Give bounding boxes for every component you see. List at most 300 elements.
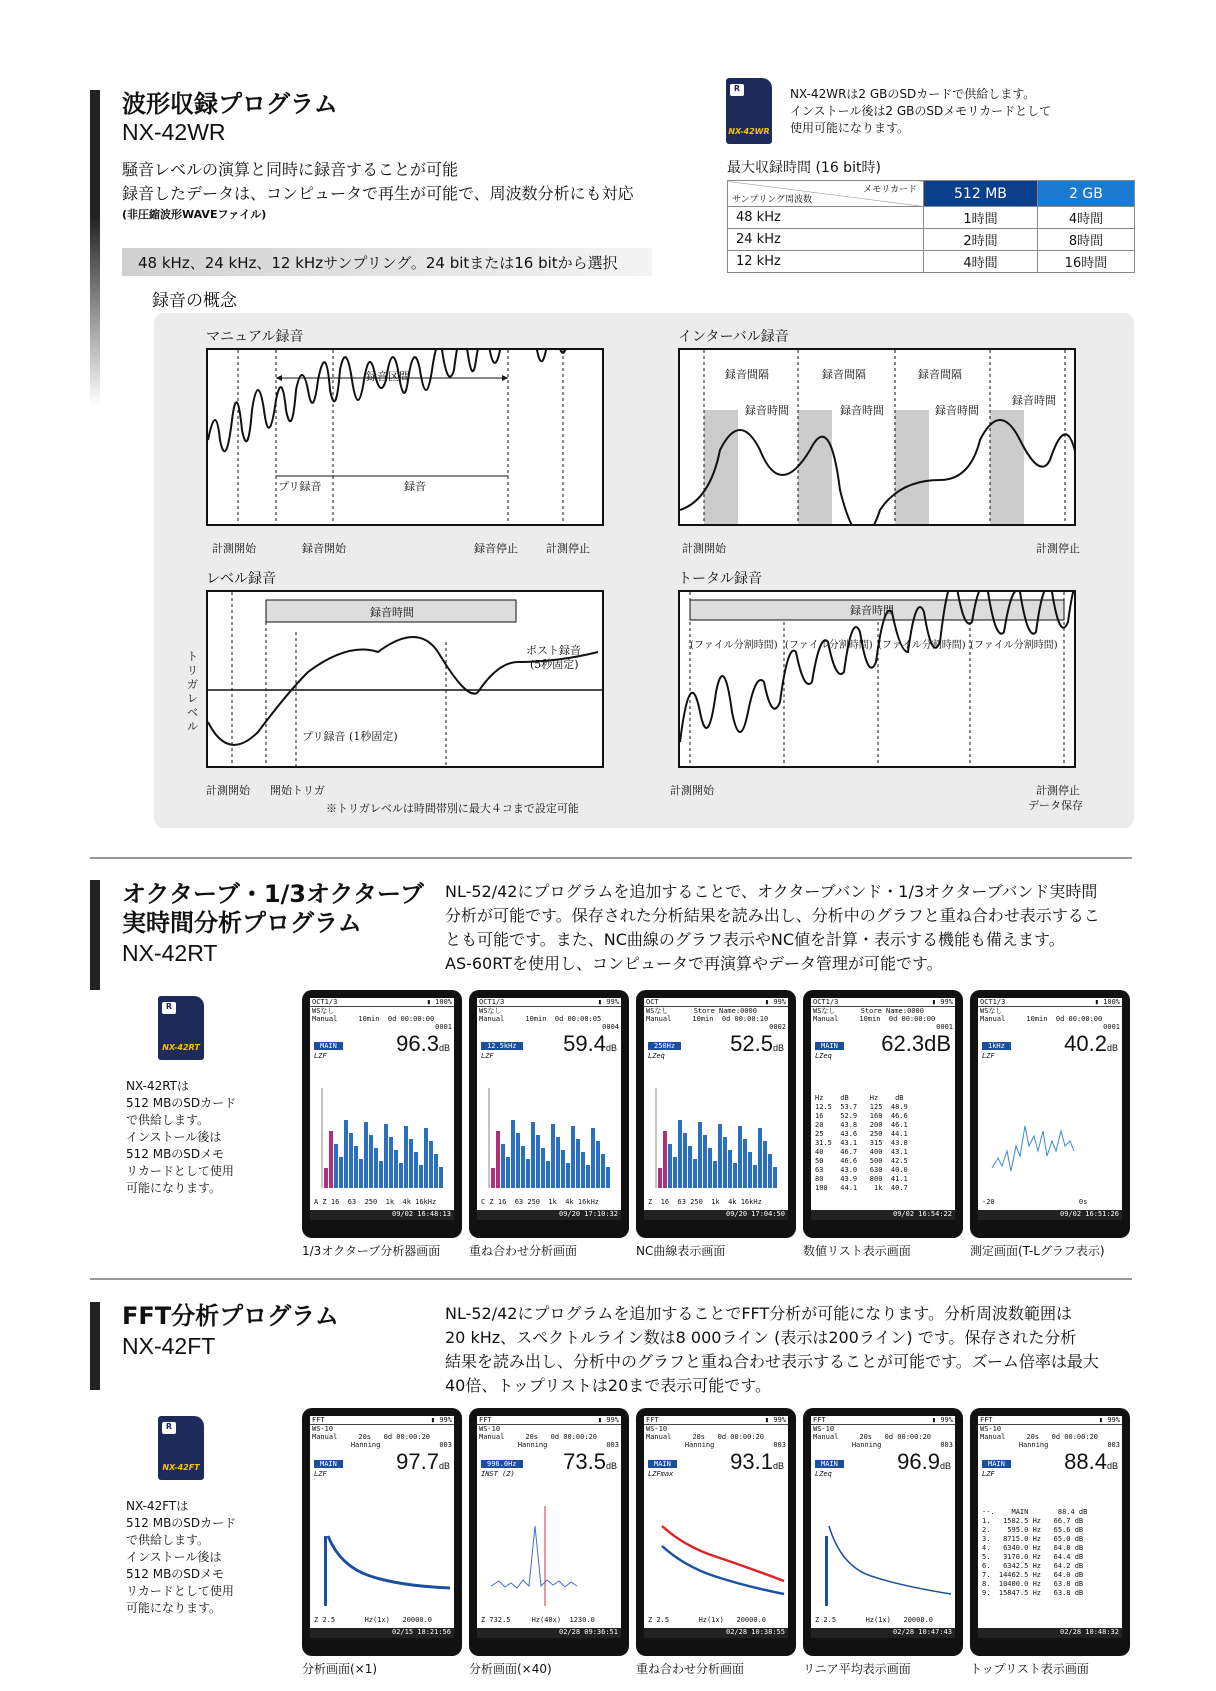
spec-band-text: 48 kHz、24 kHz、12 kHzサンプリング。24 bitまたは16 bitから選択: [138, 254, 618, 272]
level-time-label: 録音時間: [370, 606, 414, 619]
screen-axis: Z 732.5 Hz(40x) 1230.0: [481, 1616, 595, 1624]
total-title: トータル録音: [678, 571, 762, 587]
level-marker: 開始トリガ: [270, 784, 325, 797]
section-title: オクターブ・1/3オクターブ: [122, 880, 424, 908]
spectrum-bar: [606, 1167, 610, 1188]
screen-weighting: LZF: [982, 1052, 995, 1060]
spectrum-bar: [399, 1163, 403, 1188]
top-list-row: 9. 15847.5 Hz 63.8 dB: [982, 1589, 1084, 1597]
screen-timestamp: 02/28 10:47:43: [811, 1628, 955, 1638]
desc-line: AS-60RTを使用し、コンピュータで再演算やデータ管理が可能です。: [445, 954, 943, 973]
spectrum-bar: [339, 1157, 343, 1188]
section-desc: [445, 880, 1135, 976]
spectrum-bar: [658, 1168, 662, 1188]
device-screen: [469, 1408, 629, 1656]
spectrum-bar: [439, 1167, 443, 1188]
screen-line: WS-10: [646, 1425, 668, 1433]
device-screen: [636, 990, 796, 1238]
section-desc: [122, 158, 634, 223]
screen-display: [978, 1416, 1122, 1638]
spectrum-bar: [521, 1146, 525, 1188]
manual-marker: 録音開始: [302, 542, 346, 555]
screen-line: 0004: [602, 1023, 619, 1031]
spectrum-bar: [541, 1148, 545, 1188]
screen-value: 96.9dB: [897, 1449, 951, 1474]
screen-line: Manual 20s 0d 00:00:20: [312, 1433, 431, 1441]
screen-timestamp: 09/20 17:10:32: [477, 1210, 621, 1220]
table-corner: メモリカード サンプリング周波数: [728, 181, 924, 207]
screen-timestamp: 02/28 09:36:51: [477, 1628, 621, 1638]
manual-marker: 計測停止: [546, 542, 590, 555]
interval-marker: 計測開始: [682, 542, 726, 555]
concept-title: 録音の概念: [152, 291, 237, 311]
level-note: ※トリガレベルは時間帯別に最大４コまで設定可能: [326, 802, 579, 815]
interval-title: インターバル録音: [678, 329, 789, 345]
manual-marker: 録音停止: [474, 542, 518, 555]
screen-line: WSなし: [980, 1007, 1003, 1015]
battery-icon: ▮ 100%: [1094, 998, 1120, 1006]
screen-line: Hanning 003: [350, 1441, 452, 1449]
screen-line: Manual 10min 0d 00:00:00: [312, 1015, 435, 1023]
screen-weighting: LZF: [314, 1052, 327, 1060]
spectrum-bar: [511, 1120, 515, 1188]
list-row: 50 46.6 500 42.5: [815, 1157, 908, 1165]
spectrum-bar: [354, 1146, 358, 1188]
spectrum-bar: [501, 1144, 505, 1188]
list-row: 100 44.1 1k 40.7: [815, 1184, 908, 1192]
section-model: NX-42WR: [122, 119, 226, 145]
screen-value: 52.5dB: [730, 1031, 784, 1056]
level-post-label: ポスト録音: [526, 644, 581, 657]
spectrum-bar: [536, 1135, 540, 1188]
screen-weighting: LZF: [982, 1470, 995, 1478]
list-row: 63 43.0 630 40.0: [815, 1166, 908, 1174]
spectrum-bar: [516, 1133, 520, 1188]
spectrum-bar: [758, 1128, 762, 1188]
device-screen: [469, 990, 629, 1238]
level-pre-label: プリ録音 (1秒固定): [302, 730, 398, 743]
screen-timestamp: 09/20 17:04:50: [644, 1210, 788, 1220]
device-screen: [803, 1408, 963, 1656]
screen-value: 88.4dB: [1064, 1449, 1118, 1474]
interval-marker: 計測停止: [1036, 542, 1080, 555]
screen-display: [477, 1416, 621, 1638]
spectrum-bar: [379, 1161, 383, 1188]
screen-timestamp: 02/28 10:38:55: [644, 1628, 788, 1638]
table-title: 最大収録時間 (16 bit時): [727, 160, 881, 176]
spectrum-bar: [334, 1144, 338, 1188]
total-split-label: (ファイル分割時間): [785, 640, 873, 651]
screen-line: 0001: [435, 1023, 452, 1031]
card-note: NX-42RTは 512 MBのSDカード で供給します。 インストール後は 512 MBのSDメモ リカードとして使用 可能になります。: [126, 1079, 237, 1195]
manual-title: マニュアル録音: [206, 329, 304, 345]
battery-icon: ▮ 100%: [426, 998, 452, 1006]
sd-card-image: [158, 996, 204, 1060]
spectrum-bar: [571, 1126, 575, 1188]
top-list-row: 3. 8715.0 Hz 65.0 dB: [982, 1535, 1084, 1543]
screen-line: 0001: [936, 1023, 953, 1031]
screen-timestamp: 09/02 16:51:26: [978, 1210, 1122, 1220]
screen-display: [310, 998, 454, 1220]
spectrum-bar: [688, 1146, 692, 1188]
card-note-line: インストール後は2 GBのSDメモリカードとして: [790, 104, 1052, 118]
screen-caption: リニア平均表示画面: [803, 1662, 911, 1676]
spectrum-bar: [733, 1163, 737, 1188]
screen-line: Manual 10min 0d 00:00:00: [980, 1015, 1103, 1023]
device-screen: [302, 1408, 462, 1656]
section-model: NX-42RT: [122, 940, 218, 966]
section-title: 波形収録プログラム: [122, 90, 338, 118]
top-list-row: 7. 14462.5 Hz 64.0 dB: [982, 1571, 1084, 1579]
sd-card-label: NX-42FT: [162, 1463, 200, 1472]
spectrum-bar: [673, 1157, 677, 1188]
screen-value: 59.4dB: [563, 1031, 617, 1056]
desc-line: NL-52/42にプログラムを追加することでFFT分析が可能になります。分析周波数範囲は: [445, 1304, 1072, 1323]
screen-display: [477, 998, 621, 1220]
rion-logo-icon: R: [730, 84, 744, 96]
screen-weighting: LZF: [481, 1052, 494, 1060]
screen-line: WS-10: [813, 1425, 835, 1433]
screen-timestamp: 09/02 16:48:13: [310, 1210, 454, 1220]
screen-line: Manual 20s 0d 00:00:20: [813, 1433, 932, 1441]
spectrum-bar: [349, 1133, 353, 1188]
screen-caption: 分析画面(×40): [469, 1662, 552, 1676]
table-header: 512 MB: [924, 181, 1038, 207]
interval-time-label: 録音時間: [840, 404, 884, 417]
top-list-row: 4. 6340.0 Hz 64.8 dB: [982, 1544, 1084, 1552]
card-note-line: NX-42WRは2 GBのSDカードで供給します。: [790, 87, 1036, 101]
total-split-label: (ファイル分割時間): [690, 640, 778, 651]
rion-logo-icon: R: [162, 1422, 176, 1434]
battery-icon: ▮ 99%: [764, 998, 786, 1006]
spectrum-bar: [718, 1124, 722, 1188]
manual-rec-label: 録音: [404, 480, 426, 493]
screen-badge: MAIN: [982, 1460, 1011, 1468]
screen-value: 96.3dB: [396, 1031, 450, 1056]
screen-line: WS-10: [980, 1425, 1002, 1433]
sd-card-label: NX-42RT: [162, 1043, 200, 1052]
level-trig-label: トリガレベル: [187, 650, 198, 733]
spectrum-bar: [409, 1139, 413, 1188]
section-divider: [90, 857, 1132, 859]
screen-mode: OCT: [646, 998, 659, 1006]
screen-line: 0001: [1103, 1023, 1120, 1031]
battery-icon: ▮ 99%: [430, 1416, 452, 1424]
spectrum-bar: [678, 1120, 682, 1188]
screen-badge: MAIN: [815, 1460, 844, 1468]
spectrum-bar: [748, 1152, 752, 1188]
list-row: 20 43.8 200 46.1: [815, 1121, 908, 1129]
screen-mode: FFT: [813, 1416, 826, 1424]
total-split-label: (ファイル分割時間): [970, 640, 1058, 651]
card-note: NX-42FTは 512 MBのSDカード で供給します。 インストール後は 512 MBのSDメモ リカードとして使用 可能になります。: [126, 1499, 237, 1615]
screen-line: WSなし: [312, 1007, 335, 1015]
screen-axis: Z 16 63 250 1k 4k 16kHz: [648, 1198, 762, 1206]
spectrum-bar: [329, 1131, 333, 1188]
screen-mode: OCT1/3: [479, 998, 505, 1006]
spectrum-bar: [491, 1168, 495, 1188]
battery-icon: ▮ 99%: [931, 1416, 953, 1424]
device-screen: [970, 990, 1130, 1238]
section-title: 実時間分析プログラム: [122, 909, 362, 937]
screen-badge: 250Hz: [648, 1042, 681, 1050]
screen-line: Hanning 003: [1018, 1441, 1120, 1449]
device-screen: [636, 1408, 796, 1656]
top-list-row: 5. 3170.0 Hz 64.4 dB: [982, 1553, 1084, 1561]
screen-caption: 数値リスト表示画面: [803, 1244, 911, 1258]
top-list-row: 1. 1582.5 Hz 66.7 dB: [982, 1517, 1084, 1525]
desc-line: NL-52/42にプログラムを追加することで、オクターブバンド・1/3オクターブバンド実時間: [445, 882, 1098, 901]
screen-line: Manual 20s 0d 00:00:20: [479, 1433, 598, 1441]
total-marker: データ保存: [1028, 799, 1083, 812]
spectrum-bar: [591, 1128, 595, 1188]
screen-weighting: LZFmax: [648, 1470, 674, 1478]
spectrum-bar: [429, 1141, 433, 1188]
screen-display: [978, 998, 1122, 1220]
spectrum-bar: [419, 1165, 423, 1188]
spectrum-bar: [668, 1144, 672, 1188]
screen-line: 0002: [769, 1023, 786, 1031]
spectrum-bar: [359, 1159, 363, 1188]
screen-badge: MAIN: [815, 1042, 844, 1050]
screen-display: [310, 1416, 454, 1638]
spectrum-bar: [693, 1159, 697, 1188]
screen-caption: 分析画面(×1): [302, 1662, 378, 1676]
level-post-label: (5秒固定): [530, 658, 579, 671]
section-desc: [445, 1302, 1135, 1398]
screen-badge: 1kHz: [982, 1042, 1011, 1050]
list-row: 12.5 53.7 125 48.9: [815, 1103, 908, 1111]
screen-mode: OCT1/3: [980, 998, 1006, 1006]
spectrum-bar: [698, 1122, 702, 1188]
top-list-row: 8. 10400.0 Hz 63.8 dB: [982, 1580, 1084, 1588]
screen-caption: 重ね合わせ分析画面: [469, 1244, 578, 1258]
screen-badge: 12.5kHz: [481, 1042, 523, 1050]
screen-caption: トップリスト表示画面: [970, 1662, 1089, 1676]
table-row: 48 kHz 1時間 4時間: [728, 207, 1135, 229]
spectrum-bar: [763, 1141, 767, 1188]
spectrum-bar: [743, 1139, 747, 1188]
manual-pre-label: プリ録音: [278, 480, 322, 493]
screen-axis: A Z 16 63 250 1k 4k 16kHz: [314, 1198, 437, 1206]
battery-icon: ▮ 99%: [1098, 1416, 1120, 1424]
spectrum-bar: [596, 1141, 600, 1188]
screen-timestamp: 02/15 18:21:56: [310, 1628, 454, 1638]
screen-axis: -20 0s: [982, 1198, 1088, 1206]
screen-value: 93.1dB: [730, 1449, 784, 1474]
spectrum-bar: [551, 1124, 555, 1188]
spectrum-bar: [566, 1163, 570, 1188]
spectrum-bar: [506, 1157, 510, 1188]
screen-line: WSなし Store Name:0000: [813, 1007, 924, 1015]
desc-line: とも可能です。また、NC曲線のグラフ表示やNC値を計算・表示する機能も備えます。: [445, 930, 1065, 949]
screen-line: Hanning 003: [517, 1441, 619, 1449]
spectrum-bar: [586, 1165, 590, 1188]
spectrum-bar: [369, 1135, 373, 1188]
list-row: 80 43.9 800 41.1: [815, 1175, 908, 1183]
screen-line: Manual 20s 0d 00:00:20: [980, 1433, 1099, 1441]
spectrum-bar: [424, 1128, 428, 1188]
screen-value: 62.3dB: [881, 1031, 951, 1056]
section-title: FFT分析プログラム: [122, 1302, 339, 1330]
screen-value: 40.2dB: [1064, 1031, 1118, 1056]
screen-line: Manual 10min 0d 00:00:10: [646, 1015, 769, 1023]
screen-caption: 1/3オクターブ分析器画面: [302, 1244, 441, 1258]
top-list-row: 2. 595.0 Hz 65.6 dB: [982, 1526, 1084, 1534]
section-accent-bar: [90, 880, 100, 990]
screen-weighting: LZeq: [815, 1052, 832, 1060]
card-note-line: 使用可能になります。: [790, 121, 910, 135]
desc-line: (非圧縮波形WAVEファイル): [122, 208, 267, 221]
battery-icon: ▮ 99%: [931, 998, 953, 1006]
battery-icon: ▮ 99%: [764, 1416, 786, 1424]
screen-badge: MAIN: [648, 1460, 677, 1468]
screen-axis: Z 2.5 Hz(1x) 20000.0: [815, 1616, 934, 1624]
interval-time-label: 録音時間: [745, 404, 789, 417]
spectrum-bar: [753, 1165, 757, 1188]
screen-weighting: LZeq: [648, 1052, 665, 1060]
screen-weighting: INST (Z): [481, 1470, 515, 1478]
level-marker: 計測開始: [206, 784, 250, 797]
sd-card-image: [726, 78, 772, 144]
screen-display: [644, 998, 788, 1220]
screen-line: Manual 10min 0d 00:00:05: [479, 1015, 602, 1023]
screen-mode: FFT: [312, 1416, 325, 1424]
spectrum-bar: [324, 1168, 328, 1188]
spectrum-bar: [561, 1150, 565, 1188]
spectrum-bar: [768, 1154, 772, 1188]
screen-caption: 測定画面(T-Lグラフ表示): [970, 1244, 1105, 1258]
screen-display: [644, 1416, 788, 1638]
screen-timestamp: 09/02 16:54:22: [811, 1210, 955, 1220]
spectrum-bar: [728, 1150, 732, 1188]
screen-axis: C Z 16 63 250 1k 4k 16kHz: [481, 1198, 600, 1206]
spectrum-bar: [773, 1167, 777, 1188]
table-row: 12 kHz 4時間 16時間: [728, 251, 1135, 273]
screen-line: Manual 20s 0d 00:00:20: [646, 1433, 765, 1441]
total-waveform: [680, 592, 1074, 766]
device-screen: [970, 1408, 1130, 1656]
screen-line: Hanning 003: [684, 1441, 786, 1449]
screen-badge: MAIN: [314, 1460, 343, 1468]
screen-line: Hanning 003: [851, 1441, 953, 1449]
interval-gap-label: 録音間隔: [822, 368, 866, 381]
spectrum-bar: [708, 1148, 712, 1188]
screen-caption: NC曲線表示画面: [636, 1244, 726, 1258]
screen-axis: Z 2.5 Hz(1x) 20000.0: [648, 1616, 767, 1624]
list-row: 25 43.6 250 44.1: [815, 1130, 908, 1138]
spectrum-bar: [414, 1152, 418, 1188]
desc-line: 騒音レベルの演算と同時に録音することが可能: [122, 160, 459, 179]
recording-time-table: [727, 180, 1135, 273]
screen-axis: Z 2.5 Hz(1x) 20000.0: [314, 1616, 433, 1624]
screen-line: WSなし: [479, 1007, 502, 1015]
screen-value: 97.7dB: [396, 1449, 450, 1474]
screen-mode: FFT: [980, 1416, 993, 1424]
total-split-label: (ファイル分割時間): [878, 640, 966, 651]
screen-mode: OCT1/3: [813, 998, 839, 1006]
manual-seg-label: 録音区間: [366, 370, 410, 383]
spectrum-bar: [581, 1152, 585, 1188]
spectrum-bar: [344, 1120, 348, 1188]
screen-line: WS-10: [312, 1425, 334, 1433]
spectrum-bar: [546, 1161, 550, 1188]
spectrum-bar: [384, 1124, 388, 1188]
total-time-label: 録音時間: [850, 604, 894, 617]
list-row: 16 52.9 160 46.6: [815, 1112, 908, 1120]
desc-line: 結果を読み出し、分析中のグラフと重ね合わせ表示することが可能です。ズーム倍率は最大: [445, 1352, 1099, 1371]
spectrum-bar: [434, 1154, 438, 1188]
sd-card-image: [158, 1416, 204, 1480]
desc-line: 20 kHz、スペクトルライン数は8 000ライン (表示は200ライン) です。保存された分析: [445, 1328, 1077, 1347]
screen-line: WS-10: [479, 1425, 501, 1433]
list-row: 31.5 43.1 315 43.8: [815, 1139, 908, 1147]
spectrum-bar: [374, 1148, 378, 1188]
interval-time-label: 録音時間: [935, 404, 979, 417]
table-row: 24 kHz 2時間 8時間: [728, 229, 1135, 251]
spectrum-bar: [389, 1137, 393, 1188]
screen-weighting: LZeq: [815, 1470, 832, 1478]
screen-line: WSなし Store Name:0000: [646, 1007, 757, 1015]
spectrum-bar: [531, 1122, 535, 1188]
spectrum-bar: [723, 1137, 727, 1188]
list-row: 40 46.7 400 43.1: [815, 1148, 908, 1156]
device-screen: [803, 990, 963, 1238]
manual-marker: 計測開始: [212, 542, 256, 555]
top-list-row: --. MAIN 88.4 dB: [982, 1508, 1088, 1516]
battery-icon: ▮ 99%: [597, 1416, 619, 1424]
total-marker: 計測停止: [1036, 784, 1080, 797]
desc-line: 録音したデータは、コンピュータで再生が可能で、周波数分析にも対応: [122, 184, 634, 203]
interval-gap-label: 録音間隔: [918, 368, 962, 381]
spectrum-bar: [364, 1122, 368, 1188]
interval-gap-label: 録音間隔: [725, 368, 769, 381]
spectrum-bar: [394, 1150, 398, 1188]
screen-badge: 996.0Hz: [481, 1460, 523, 1468]
desc-line: 分析が可能です。保存された分析結果を読み出し、分析中のグラフと重ね合わせ表示するこ: [445, 906, 1100, 925]
section-accent-bar: [90, 1302, 100, 1390]
spectrum-bar: [576, 1139, 580, 1188]
screen-display: [811, 998, 955, 1220]
total-marker: 計測開始: [670, 784, 714, 797]
spectrum-bar: [663, 1131, 667, 1188]
spectrum-bar: [526, 1159, 530, 1188]
screen-badge: MAIN: [314, 1042, 343, 1050]
sd-card-label: NX-42WR: [728, 127, 770, 136]
spectrum-bar: [601, 1154, 605, 1188]
desc-line: 40倍、トップリストは20まで表示可能です。: [445, 1376, 771, 1395]
spectrum-bar: [404, 1126, 408, 1188]
screen-mode: FFT: [479, 1416, 492, 1424]
card-note: [790, 86, 1051, 137]
screen-mode: OCT1/3: [312, 998, 338, 1006]
screen-weighting: LZF: [314, 1470, 327, 1478]
screen-line: Manual 10min 0d 00:00:00: [813, 1015, 936, 1023]
screen-display: [811, 1416, 955, 1638]
spectrum-bar: [496, 1131, 500, 1188]
spectrum-bar: [683, 1133, 687, 1188]
section-divider: [90, 1278, 1132, 1280]
section-model: NX-42FT: [122, 1333, 216, 1359]
section-accent-bar: [90, 90, 100, 406]
table-header: 2 GB: [1037, 181, 1134, 207]
rion-logo-icon: R: [162, 1002, 176, 1014]
spectrum-bar: [556, 1137, 560, 1188]
device-screen: [302, 990, 462, 1238]
battery-icon: ▮ 99%: [597, 998, 619, 1006]
screen-timestamp: 02/28 10:48:32: [978, 1628, 1122, 1638]
screen-mode: FFT: [646, 1416, 659, 1424]
